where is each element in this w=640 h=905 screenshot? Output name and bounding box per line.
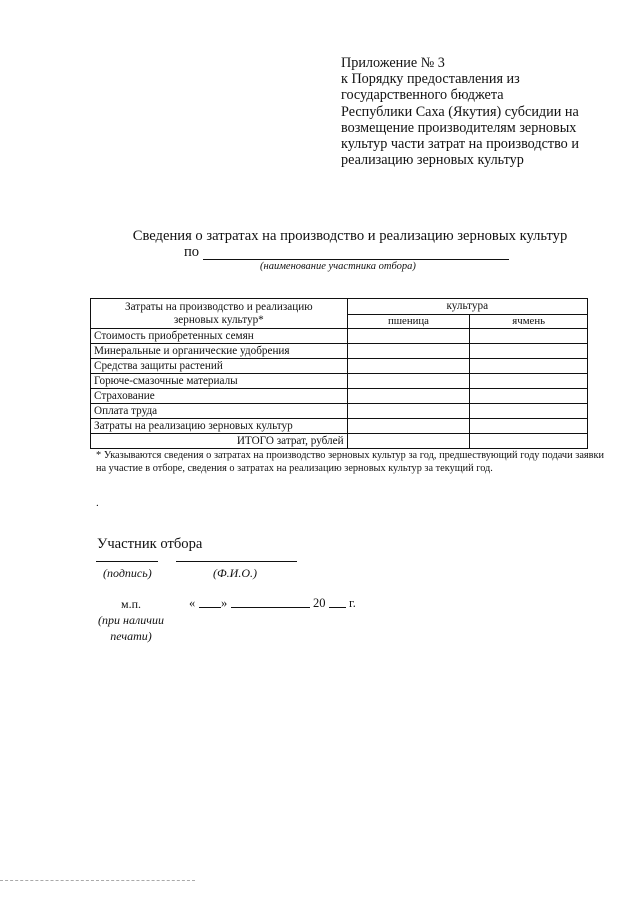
row-label: Средства защиты растений [91,359,348,374]
cost-column-header [91,299,348,329]
crop-column-header: культура [347,299,587,315]
barley-cell[interactable] [470,389,588,404]
appendix-line: Приложение № 3 [341,55,445,71]
table-row [91,344,588,359]
by-prefix: по [184,244,200,260]
appendix-line: реализацию зерновых культур [341,152,524,169]
barley-cell[interactable] [470,359,588,374]
cost-header-line: Затраты на производство и реализацию [125,301,313,313]
participant-name-field[interactable] [203,259,509,260]
scan-artifact-line [0,880,195,881]
signature-hint: (подпись) [103,566,152,580]
stamp-note-line: печати) [110,629,152,643]
row-label: Минеральные и органические удобрения [91,344,348,359]
date-quote-open: « [189,596,196,610]
table-row [91,359,588,374]
appendix-line: Республики Саха (Якутия) субсидии на [341,103,579,120]
participant-name-hint: (наименование участника отбора) [260,261,416,272]
table-row [91,329,588,344]
wheat-cell[interactable] [347,419,470,434]
barley-cell[interactable] [470,419,588,434]
signature-field[interactable] [96,561,158,562]
table-row [91,374,588,389]
table-row [91,404,588,419]
stray-dot: . [96,497,99,509]
crop-barley-header: ячмень [470,315,588,329]
date-quote-close: » [221,596,228,610]
stamp-note-line: (при наличии [98,613,164,627]
barley-total-cell[interactable] [470,434,588,449]
date-year-prefix: 20 [313,596,326,610]
table-row [91,419,588,434]
footnote: * Указываются сведения о затратах на производство зерновых культур за год, предшествующий году подачи заявки на участие в отборе, сведения о затратах на реализацию зерновых культур за текущий год. [96,450,604,474]
appendix-line: культур части затрат на производство и [341,136,579,153]
appendix-line: к Порядку предоставления из [341,71,520,88]
wheat-cell[interactable] [347,329,470,344]
row-label: Оплата труда [91,404,348,419]
date-year-suffix: г. [349,596,356,610]
row-label: Затраты на реализацию зерновых культур [91,419,348,434]
form-title: Сведения о затратах на производство и реализацию зерновых культур [132,228,568,244]
date-year-field[interactable] [329,607,346,608]
fio-hint: (Ф.И.О.) [213,566,257,580]
barley-cell[interactable] [470,374,588,389]
wheat-cell[interactable] [347,389,470,404]
appendix-header [341,55,626,168]
date-month-field[interactable] [231,607,310,608]
participant-label: Участник отбора [97,536,203,552]
cost-header-line: зерновых культур* [173,313,264,326]
barley-cell[interactable] [470,329,588,344]
stamp-label: м.п. [120,597,141,611]
row-label: Стоимость приобретенных семян [91,329,348,344]
crop-wheat-header: пшеница [347,315,470,329]
stamp-place [96,596,166,644]
wheat-cell[interactable] [347,359,470,374]
table-total-row [91,434,588,449]
wheat-cell[interactable] [347,404,470,419]
costs-table [90,298,588,449]
barley-cell[interactable] [470,404,588,419]
row-label: Горюче-смазочные материалы [91,374,348,389]
date-day-field[interactable] [199,607,221,608]
wheat-cell[interactable] [347,344,470,359]
wheat-cell[interactable] [347,374,470,389]
appendix-line: возмещение производителям зерновых [341,119,577,136]
barley-cell[interactable] [470,344,588,359]
table-header-row [91,299,588,315]
fio-field[interactable] [176,561,297,562]
appendix-line: государственного бюджета [341,87,504,104]
total-label: ИТОГО затрат, рублей [91,434,348,449]
wheat-total-cell[interactable] [347,434,470,449]
table-row [91,389,588,404]
row-label: Страхование [91,389,348,404]
